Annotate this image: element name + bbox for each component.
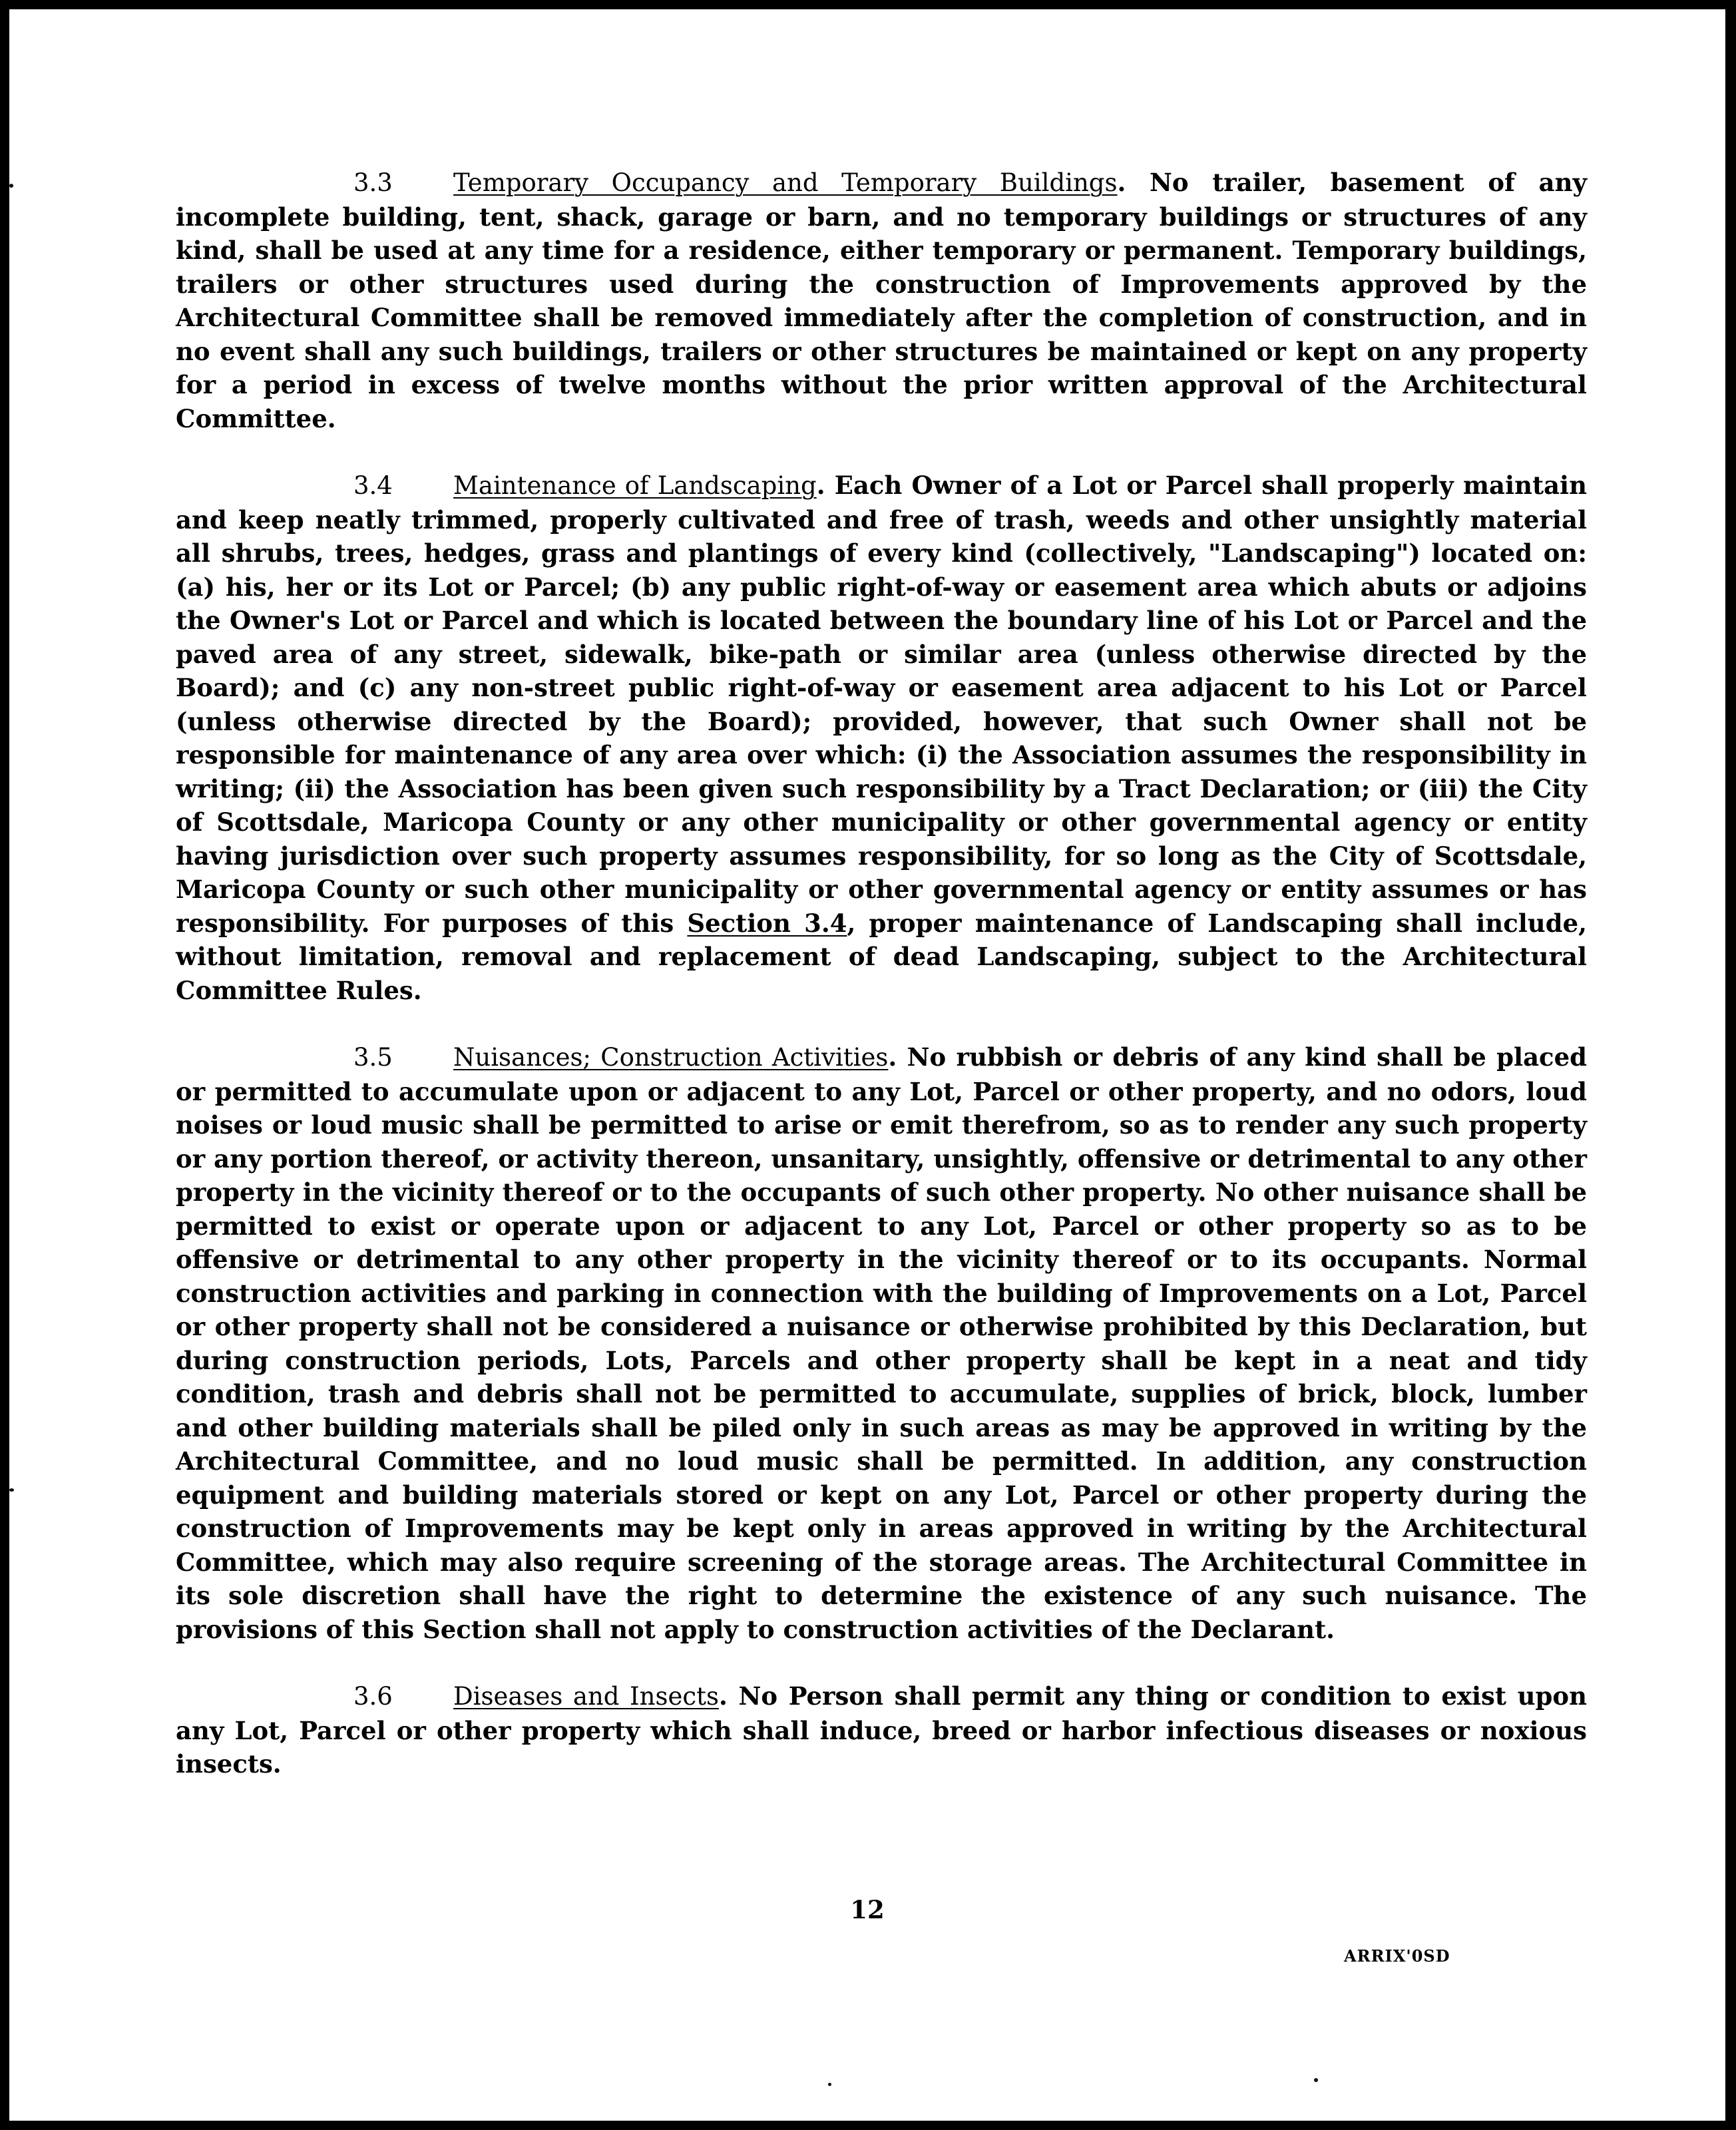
document-page	[9, 9, 1725, 2121]
section-body: . No rubbish or debris of any kind shall be placed or permitted to accumulate upon or adjacent to any Lot, Parcel or other property, and no odors, loud noises or loud music shall be permitted to arise or emit therefrom, so as to render any such property or any portion thereof, or activity thereon, unsanitary, unsightly, offensive or detrimental to any other property in the vicinity thereof or to the occupants of such other property. No other nuisance shall be permitted to exist or operate upon or adjacent to any Lot, Parcel or other property so as to be offensive or detrimental to any other property in the vicinity thereof or to its occupants. Normal construction activities and parking in connection with the building of Improvements on a Lot, Parcel or other property shall not be considered a nuisance or otherwise prohibited by this Declaration, but during construction periods, Lots, Parcels and other property shall be kept in a neat and tidy condition, trash and debris shall not be permitted to accumulate, supplies of brick, block, lumber and other building materials shall be piled only in such areas as may be approved in writing by the Architectural Committee, and no loud music shall be permitted. In addition, any construction equipment and building materials stored or kept on any Lot, Parcel or other property during the construction of Improvements may be kept only in areas approved in writing by the Architectural Committee, which may also require screening of the storage areas. The Architectural Committee in its sole discretion shall have the right to determine the existence of any such nuisance. The provisions of this Section shall not apply to construction activities of the Declarant.	[176, 1042, 1587, 1644]
section-3-4	[176, 469, 1587, 1007]
section-3-6	[176, 1679, 1587, 1781]
section-number: 3.4	[353, 471, 393, 500]
scan-speck	[9, 184, 13, 188]
section-body-continued: , proper maintenance of Landscaping shall include, without limitation, removal and replacement of dead Landscaping, subject to the Architectural Committee Rules.	[176, 908, 1587, 1005]
section-title: Maintenance of Landscaping	[453, 471, 817, 500]
document-code: ARRIX'0SD	[1344, 1946, 1450, 1966]
scan-speck	[828, 2083, 831, 2086]
section-body: . No Person shall permit any thing or condition to exist upon any Lot, Parcel or other property which shall induce, breed or harbor infectious diseases or noxious insects.	[176, 1681, 1587, 1779]
section-number: 3.3	[353, 168, 393, 197]
section-number: 3.6	[353, 1682, 393, 1711]
section-body: . Each Owner of a Lot or Parcel shall properly maintain and keep neatly trimmed, properly cultivated and free of trash, weeds and other unsightly material all shrubs, trees, hedges, grass and plantings of every kind (collectively, "Landscaping") located on: (a) his, her or its Lot or Parcel; (b) any public right-of-way or easement area which abuts or adjoins the Owner's Lot or Parcel and which is located between the boundary line of his Lot or Parcel and the paved area of any street, sidewalk, bike-path or similar area (unless otherwise directed by the Board); and (c) any non-street public right-of-way or easement area adjacent to his Lot or Parcel (unless otherwise directed by the Board); provided, however, that such Owner shall not be responsible for maintenance of any area over which: (i) the Association assumes the responsibility in writing; (ii) the Association has been given such responsibility by a Tract Declaration; or (iii) the City of Scottsdale, Maricopa County or any other municipality or other governmental agency or entity having jurisdiction over such property assumes responsibility, for so long as the City of Scottsdale, Maricopa County or such other municipality or other governmental agency or entity assumes or has responsibility. For purposes of this	[176, 471, 1588, 938]
page-number: 12	[850, 1895, 885, 1924]
scan-speck	[9, 1488, 14, 1492]
section-number: 3.5	[353, 1043, 393, 1072]
scan-speck	[1314, 2078, 1318, 2082]
section-reference: Section 3.4	[687, 908, 847, 938]
section-title: Diseases and Insects	[453, 1682, 719, 1711]
section-3-5	[176, 1040, 1587, 1646]
section-body: . No trailer, basement of any incomplete building, tent, shack, garage or barn, and no temporary buildings or structures of any kind, shall be used at any time for a residence, either temporary or permanent. Temporary buildings, trailers or other structures used during the construction of Improvements approved by the Architectural Committee shall be removed immediately after the completion of construction, and in no event shall any such buildings, trailers or other structures be maintained or kept on any property for a period in excess of twelve months without the prior written approval of the Architectural Committee.	[176, 168, 1587, 433]
document-body	[176, 166, 1587, 1814]
section-title: Temporary Occupancy and Temporary Buildings	[453, 168, 1118, 197]
section-title: Nuisances; Construction Activities	[453, 1043, 889, 1072]
section-3-3	[176, 166, 1587, 435]
